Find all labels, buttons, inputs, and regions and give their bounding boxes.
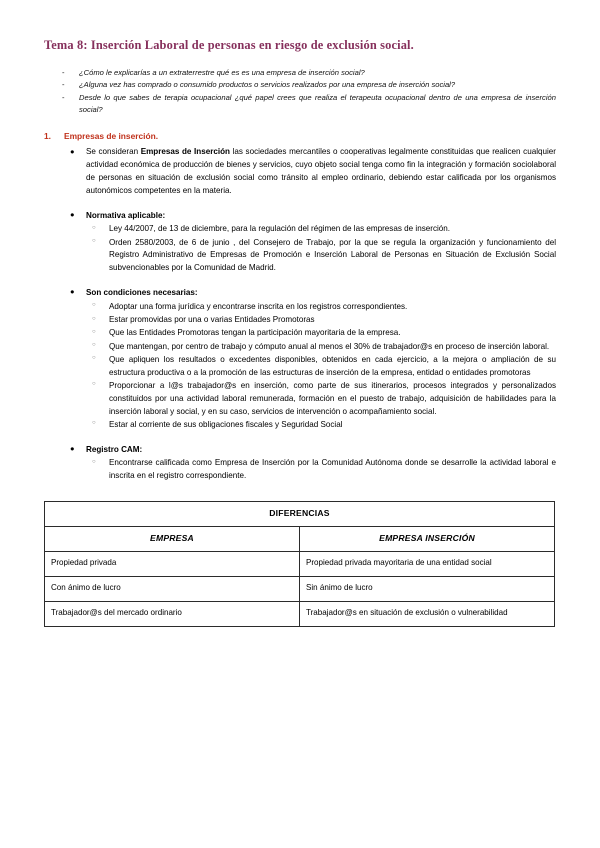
section-heading-empresas-de-insercion <box>44 131 556 143</box>
bullet-hollow-icon: ○ <box>92 328 96 335</box>
sub-item-text: Ley 44/2007, de 13 de diciembre, para la regulación del régimen de las empresas de inserción. <box>109 224 451 234</box>
sub-item <box>86 341 556 354</box>
definition-rest: las sociedades mercantiles o cooperativas legalmente constituidas que realicen cualquier actividad económica de producción de bienes y servicios, cuyo objeto social tenga como fin la integración y formación sociolaboral de personas en situación de exclusión social como tránsito al empleo ordinario, debiendo estar calificada por los organismos autonómicos competentes en la materia. <box>86 147 556 195</box>
group-heading: Registro CAM: <box>86 444 143 454</box>
differences-table <box>44 501 555 627</box>
definition-bold-term: Empresas de Inserción <box>140 147 230 157</box>
bullet-hollow-icon: ○ <box>92 238 96 245</box>
group-normativa-aplicable <box>44 210 556 275</box>
sub-item <box>86 327 556 340</box>
sub-item <box>86 380 556 418</box>
bullet-hollow-icon: ○ <box>92 420 96 427</box>
group-item <box>44 444 556 483</box>
table-header-row <box>45 526 555 551</box>
differences-table-container <box>44 501 556 627</box>
group-sub-list <box>86 301 556 432</box>
sub-item <box>86 237 556 275</box>
page-title: Tema 8: Inserción Laboral de personas en riesgo de exclusión social. <box>44 38 414 52</box>
group-sub-list <box>86 457 556 483</box>
table-cell: Trabajador@s del mercado ordinario <box>45 601 300 626</box>
sub-item <box>86 314 556 327</box>
table-header-empresa: EMPRESA <box>45 526 300 551</box>
sub-item-text: Estar promovidas por una o varias Entidades Promotoras <box>109 315 315 325</box>
sub-item-text: Que apliquen los resultados o excedentes disponibles, obtenidos en cada ejercicio, a la mejora o ampliación de su estructura productiva o a la promoción de las estructuras de inserción de la empresa, entidad o entidades promotoras <box>109 354 556 377</box>
bullet-hollow-icon: ○ <box>92 355 96 362</box>
sub-item <box>86 223 556 236</box>
group-item <box>44 210 556 275</box>
bullet-filled-icon: ● <box>70 146 75 156</box>
bullet-hollow-icon: ○ <box>92 315 96 322</box>
intro-question-text: ¿Alguna vez has comprado o consumido productos o servicios realizados por una empresa de inserción social? <box>79 80 456 90</box>
sub-item <box>86 419 556 432</box>
section-title: Empresas de inserción. <box>64 130 159 141</box>
sub-item-text: Que mantengan, por centro de trabajo y cómputo anual al menos el 30% de trabajador@s en proceso de inserción laboral. <box>109 341 550 351</box>
group-sub-list <box>86 223 556 275</box>
bullet-hollow-icon: ○ <box>92 458 96 465</box>
dash-icon: - <box>62 93 65 103</box>
group-heading: Normativa aplicable: <box>86 210 166 220</box>
table-row <box>45 551 555 576</box>
group-son-condiciones-necesarias <box>44 287 556 432</box>
group-item <box>44 287 556 432</box>
spacer <box>44 277 556 287</box>
sub-item-text: Que las Entidades Promotoras tengan la participación mayoritaria de la empresa. <box>109 328 401 338</box>
spacer <box>44 200 556 210</box>
sub-item <box>86 457 556 483</box>
group-heading: Son condiciones necesarias: <box>86 287 198 297</box>
sub-item <box>86 354 556 380</box>
bullet-filled-icon: ● <box>70 210 75 220</box>
definition-bullet-list <box>44 146 556 197</box>
table-cell: Propiedad privada <box>45 551 300 576</box>
table-row <box>45 601 555 626</box>
sub-item-text: Encontrarse calificada como Empresa de Inserción por la Comunidad Autónoma donde se desarrolle la actividad laboral e inscrita en el registro correspondiente. <box>109 458 556 481</box>
intro-question-text: Desde lo que sabes de terapia ocupacional ¿qué papel crees que realiza el terapeuta ocupacional dentro de una empresa de inserción social? <box>79 93 556 115</box>
sub-item-text: Orden 2580/2003, de 6 de junio , del Consejero de Trabajo, por la que se regula la organización y funcionamiento del Registro Administrativo de Empresas de Promoción e Inserción Laboral de Personas en Situación de Exclusión Social subvencionables por la Comunidad de Madrid. <box>109 237 556 273</box>
bullet-hollow-icon: ○ <box>92 342 96 349</box>
group-registro-cam <box>44 444 556 483</box>
sub-item <box>86 301 556 314</box>
intro-question-item <box>44 79 556 91</box>
bullet-hollow-icon: ○ <box>92 302 96 309</box>
intro-question-item <box>44 67 556 79</box>
intro-question-item <box>44 92 556 117</box>
sub-item-text: Proporcionar a l@s trabajador@s en inserción, como parte de sus itinerarios, procesos integrados y personalizados constituidos por una actividad laboral remunerada, formación en el puesto de trabajo, adquisición de habilidades para la inserción laboral y social, y en su caso, servicios de intervención o acompañamiento social. <box>109 380 556 416</box>
dash-icon: - <box>62 67 65 77</box>
table-cell: Sin ánimo de lucro <box>300 576 555 601</box>
intro-question-list <box>44 67 556 117</box>
definition-lead: Se consideran <box>86 147 141 157</box>
table-caption-row <box>45 501 555 526</box>
table-header-empresa-insercion: EMPRESA INSERCIÓN <box>300 526 555 551</box>
table-cell: Propiedad privada mayoritaria de una entidad social <box>300 551 555 576</box>
intro-question-text: ¿Cómo le explicarías a un extraterrestre qué es es una empresa de inserción social? <box>79 67 365 77</box>
dash-icon: - <box>62 80 65 90</box>
bullet-filled-icon: ● <box>70 444 75 454</box>
table-caption: DIFERENCIAS <box>45 501 555 526</box>
table-cell: Trabajador@s en situación de exclusión o vulnerabilidad <box>300 601 555 626</box>
table-cell: Con ánimo de lucro <box>45 576 300 601</box>
definition-item <box>44 146 556 197</box>
section-number: 1. <box>44 130 51 141</box>
bullet-filled-icon: ● <box>70 287 75 297</box>
bullet-hollow-icon: ○ <box>92 381 96 388</box>
sub-item-text: Adoptar una forma jurídica y encontrarse inscrita en los registros correspondientes. <box>109 301 408 311</box>
spacer <box>44 434 556 444</box>
sub-item-text: Estar al corriente de sus obligaciones fiscales y Seguridad Social <box>109 419 343 429</box>
bullet-hollow-icon: ○ <box>92 224 96 231</box>
table-row <box>45 576 555 601</box>
